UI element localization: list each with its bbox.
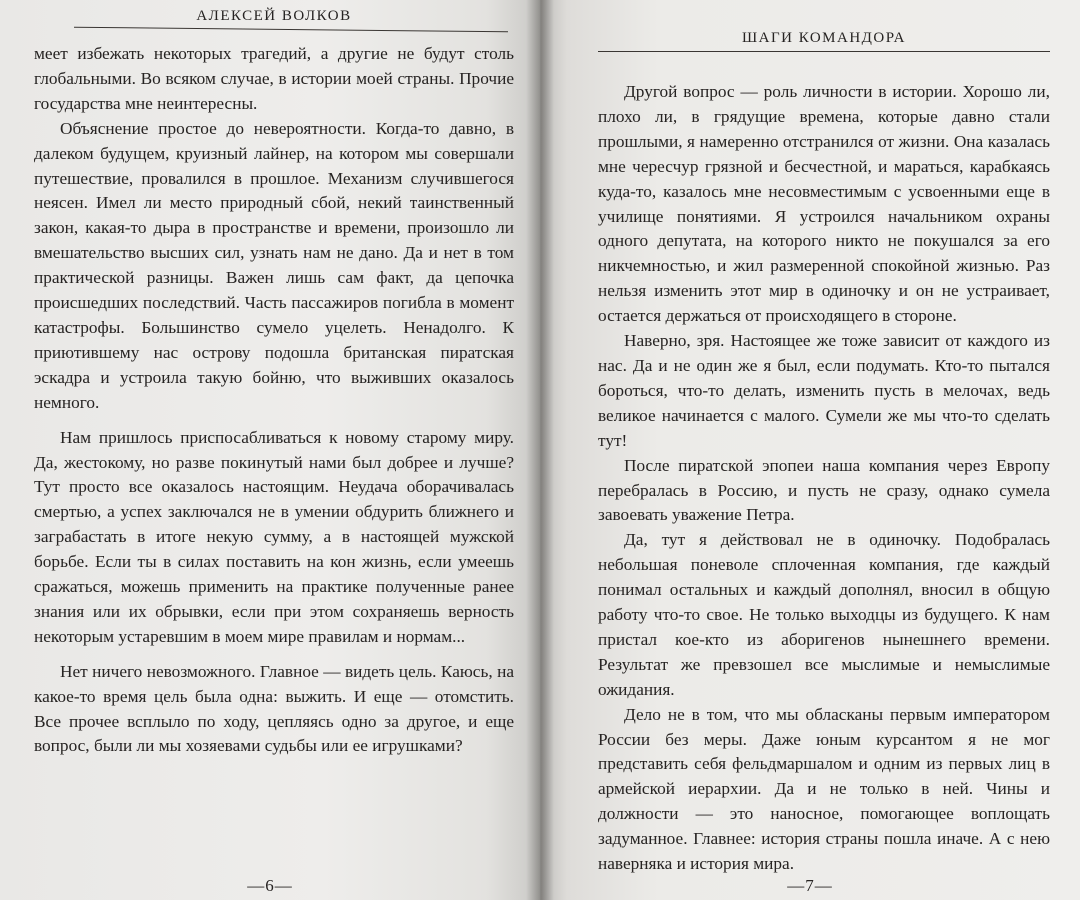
right-page-text xyxy=(598,80,1050,877)
paragraph: Да, тут я действовал не в одиночку. Подобралась небольшая поневоле сплоченная компания, где каждый понимал остальных и каждый дополнял, вносил в общую работу что-то свое. Не только выходцы из будущего. К нам пристал кое-кто из аборигенов нынешнего времени. Результат же превзошел все мыслимые и немыслимые ожидания. xyxy=(598,530,1050,699)
page-number: —7— xyxy=(787,876,833,895)
paragraph: Нет ничего невозможного. Главное — видеть цель. Каюсь, на какое-то время цель была одна: выжить. И еще — отомстить. Все прочее всплыло по ходу, цепляясь одно за другое, и еще вопрос, были ли мы хозяевами судьбы или ее игрушками? xyxy=(34,661,514,756)
paragraph-gap xyxy=(34,416,514,426)
paragraph: После пиратской эпопеи наша компания через Европу перебралась в Россию, и пусть не сразу, однако сумела завоевать уважение Петра. xyxy=(598,455,1050,525)
left-page-text xyxy=(34,42,514,759)
right-page xyxy=(540,0,1080,900)
header-rule xyxy=(598,51,1050,52)
paragraph: Объяснение простое до невероятности. Когда-то давно, в далеком будущем, круизный лайнер, на котором мы совершали путешествие, провалился в прошлое. Механизм случившегося неясен. Имел ли место природный сбой, некий таинственный закон, какая-то дыра в пространстве и времени, произошло ли вмешательство высших сил, узнать нам не дано. Да и нет в том практической разницы. Важен лишь сам факт, да цепочка происшедших последствий. Часть пассажиров погибла в момент катастрофы. Большинство сумело уцелеть. Ненадолго. К приютившему нас острову подошла британская пиратская эскадра и устроила такую бойню, что выживших оказалось немного. xyxy=(34,118,514,412)
running-head-title: ШАГИ КОМАНДОРА xyxy=(741,30,906,46)
book-gutter xyxy=(526,0,554,900)
paragraph: Наверно, зря. Настоящее же тоже зависит от каждого из нас. Да и не один же я был, если подумать. Кто-то пытался бороться, что-то делать, изменить пусть в мелочах, ведь великое начинается с малого. Сумели же мы что-то сделать тут! xyxy=(598,331,1050,450)
running-head-author: АЛЕКСЕЙ ВОЛКОВ xyxy=(196,8,352,24)
paragraph: Другой вопрос — роль личности в истории. Хорошо ли, плохо ли, в грядущие времена, которые давно стали прошлыми, я намеренно отстранился от жизни. Она казалась мне чересчур грязной и бесчестной, и мараться, карабкаясь куда-то, казалось мне несовместимым с усвоенными еще в училище понятиями. Я устроился начальником охраны одного депутата, на которого никто не покушался за его никчемностью, и жил размеренной спокойной жизнью. Раз нельзя изменить этот мир в одиночку и он не устраивает, остается держаться от происходящего в стороне. xyxy=(598,82,1050,326)
paragraph: Дело не в том, что мы обласканы первым императором России без меры. Даже юным курсантом я не мог представить себя фельдмаршалом и одним из первых лиц в армейской иерархии. Да и не только в ней. Чины и должности — это наносное, помогающее воплощать задуманное. Главнее: история страны пошла иначе. А с нею наверняка и история мира. xyxy=(598,704,1050,874)
paragraph-gap xyxy=(34,650,514,660)
page-number: —6— xyxy=(247,876,293,895)
paragraph: меет избежать некоторых трагедий, а другие не будут столь глобальными. Во всяком случае, в истории моей страны. Прочие государства мне неинтересны. xyxy=(34,44,514,113)
paragraph: Нам пришлось приспосабливаться к новому старому миру. Да, жестокому, но разве покинутый нами был добрее и лучше? Тут просто все оказалось настоящим. Неудача оборачивалась смертью, а успех заключался не в умении обдурить ближнего и заграбастать в итоге некую сумму, а в настоящей мужской борьбе. Если ты в силах поставить на кон жизнь, если умеешь сражаться, можешь применить на практике полученные ранее знания или их обрывки, если при этом сохраняешь верность некоторым устаревшим в моем мире правилам и нормам... xyxy=(34,427,514,646)
header-rule xyxy=(74,27,508,33)
